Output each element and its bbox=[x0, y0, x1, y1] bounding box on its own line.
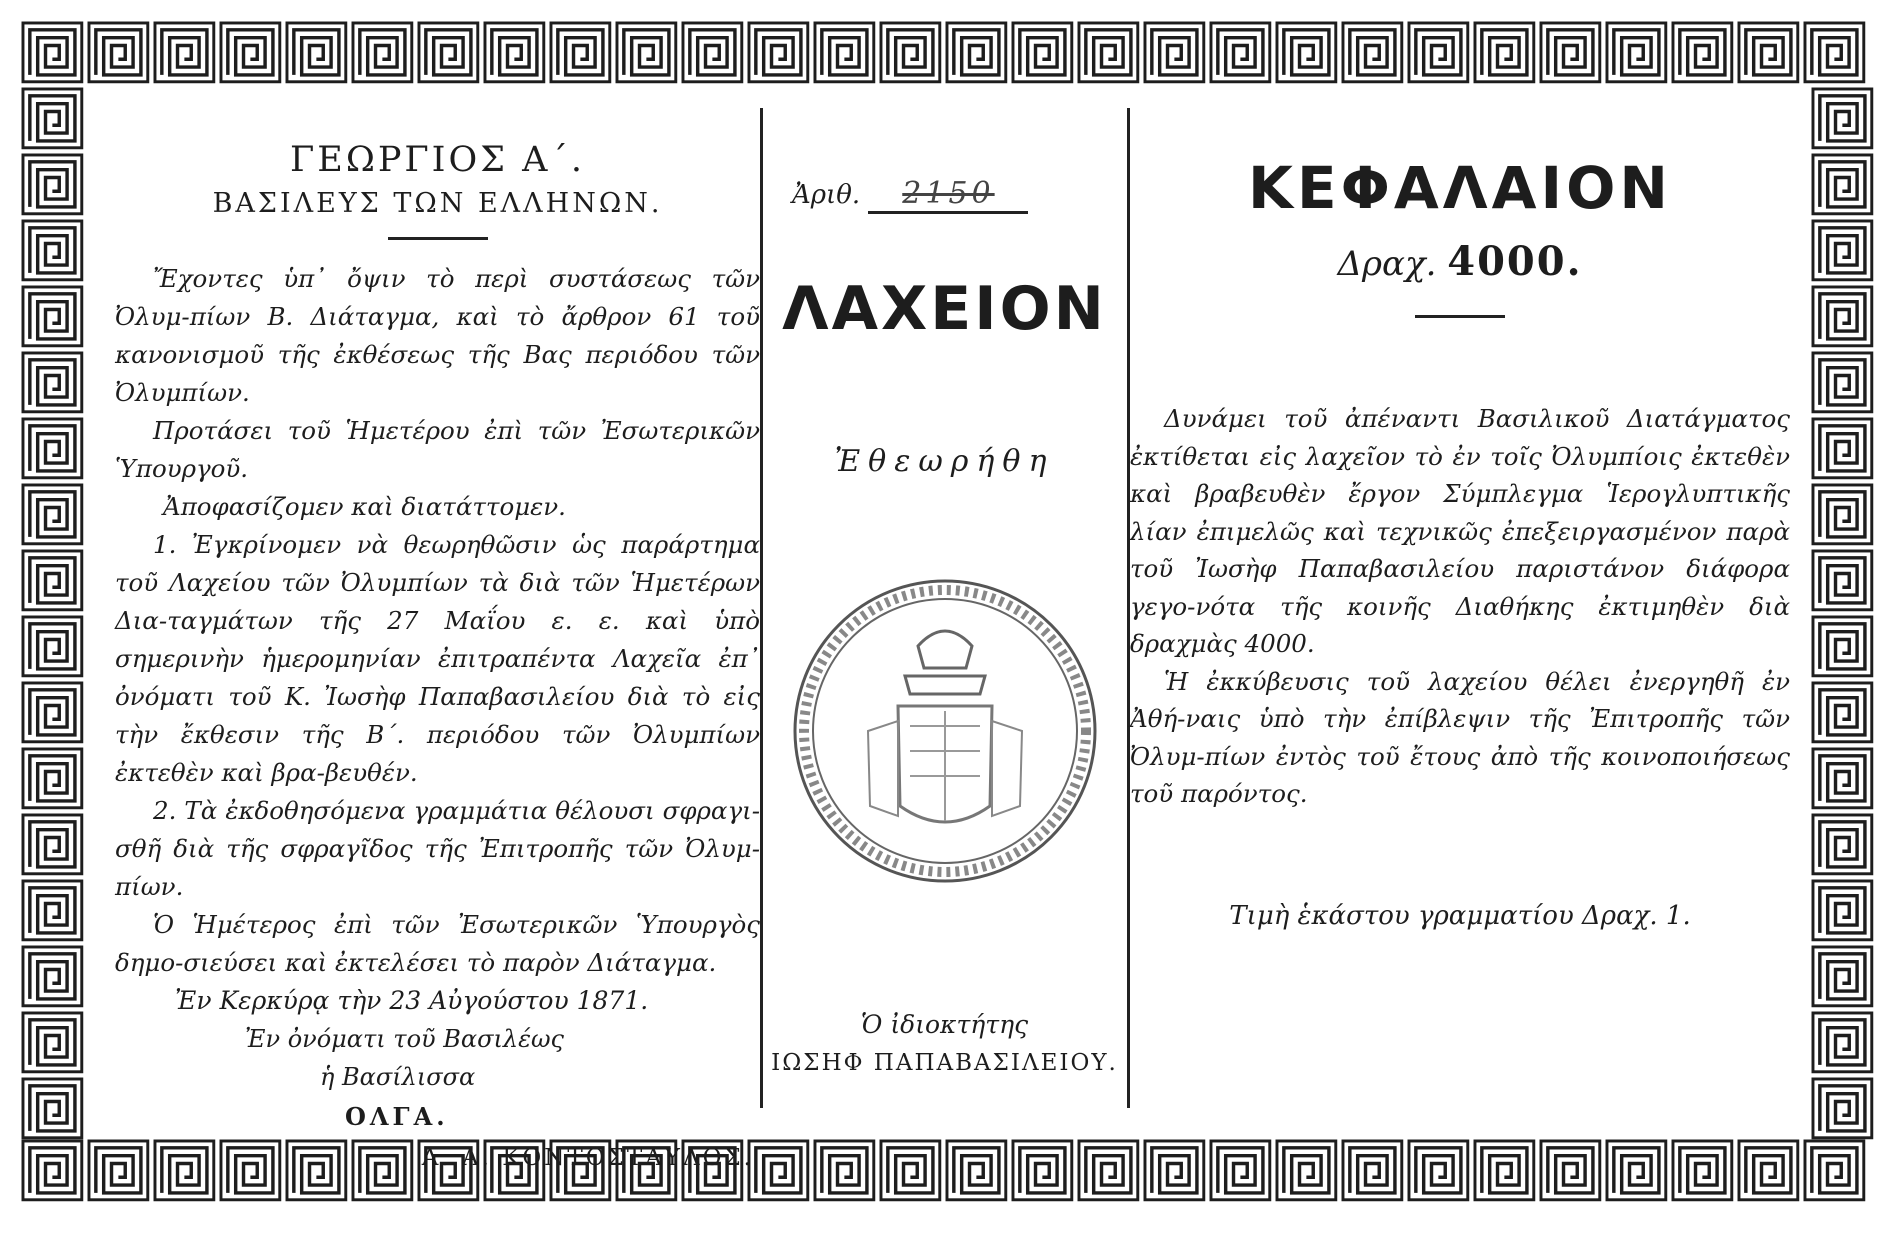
amount-value: 4000. bbox=[1447, 238, 1583, 285]
meander-tile bbox=[749, 23, 808, 82]
meander-tile bbox=[1343, 23, 1402, 82]
meander-tile bbox=[23, 353, 82, 412]
capital-body bbox=[1130, 400, 1790, 813]
ticket-number-line bbox=[792, 176, 1127, 214]
meander-tile bbox=[1813, 1013, 1872, 1072]
owner-label: Ὁ ἰδιοκτήτης bbox=[860, 1010, 1029, 1039]
sign-olga: ΟΛΓΑ. bbox=[345, 1102, 449, 1131]
meander-tile bbox=[23, 23, 82, 82]
meander-tile bbox=[815, 1141, 874, 1200]
meander-tile bbox=[1813, 419, 1872, 478]
meander-tile bbox=[1813, 749, 1872, 808]
meander-tile bbox=[353, 23, 412, 82]
meander-tile bbox=[1739, 23, 1798, 82]
meander-tile bbox=[881, 23, 940, 82]
decree-subtitle: ΒΑΣΙΛΕΥΣ ΤΩΝ ΕΛΛΗΝΩΝ. bbox=[212, 188, 663, 219]
meander-tile bbox=[23, 551, 82, 610]
meander-tile bbox=[683, 23, 742, 82]
decree-paragraph: Ἀποφασίζομεν καὶ διατάττομεν. bbox=[163, 492, 566, 521]
meander-tile bbox=[1813, 881, 1872, 940]
capital-amount bbox=[1130, 238, 1790, 285]
meander-tile bbox=[1813, 815, 1872, 874]
meander-tile bbox=[1079, 23, 1138, 82]
lottery-title: ΛΑΧΕΙΟΝ bbox=[782, 274, 1107, 344]
meander-tile bbox=[1475, 23, 1534, 82]
meander-tile bbox=[1277, 23, 1336, 82]
meander-tile bbox=[1813, 1079, 1872, 1138]
meander-tile bbox=[1409, 1141, 1468, 1200]
decree-paragraph: Προτάσει τοῦ Ἡμετέρου ἐπὶ τῶν Ἐσωτερικῶν Ὑπουργοῦ. bbox=[115, 416, 760, 483]
meander-tile bbox=[23, 485, 82, 544]
ticket-number: 2150 bbox=[868, 176, 1028, 214]
meander-tile bbox=[1211, 1141, 1270, 1200]
meander-tile bbox=[1145, 1141, 1204, 1200]
capital-paragraph: Ἡ ἐκκύβευσις τοῦ λαχείου θέλει ἐνεργηθῆ ἐν Ἀθή-ναις ὑπὸ τὴν ἐπίβλεψιν τῆς Ἐπιτροπῆς τῶν Ὀλυμ-πίων ἐντὸς τοῦ ἔτους ἀπὸ τῆς κοινοποιήσεως τοῦ παρόντος. bbox=[1130, 666, 1790, 808]
decree-paragraph: Ὁ Ἡμέτερος ἐπὶ τῶν Ἐσωτερικῶν Ὑπουργὸς δημο-σιεύσει καὶ ἐκτελέσει τὸ παρὸν Διάταγμα. bbox=[115, 910, 760, 977]
meander-tile bbox=[1813, 485, 1872, 544]
meander-tile bbox=[551, 23, 610, 82]
meander-tile bbox=[23, 947, 82, 1006]
meander-tile bbox=[1813, 617, 1872, 676]
meander-tile bbox=[419, 23, 478, 82]
meander-tile bbox=[1145, 23, 1204, 82]
decree-paragraph: 1. Ἐγκρίνομεν νὰ θεωρηθῶσιν ὡς παράρτημα τοῦ Λαχείου τῶν Ὀλυμπίων τὰ διὰ τῶν Ἡμετέρων Δια-ταγμάτων τῆς 27 Μαΐου ε. ε. καὶ ὑπὸ σημερινὴν ἡμερομηνίαν ἐπιτραπέντα Λαχεῖα ἐπ᾽ ὀνόματι τοῦ Κ. Ἰωσὴφ Παπαβασιλείου διὰ τὸ εἰς τὴν ἔκθεσιν τῆς Β΄. περιόδου τῶν Ὀλυμπίων ἐκτεθὲν καὶ βρα-βευθέν. bbox=[115, 530, 760, 787]
meander-tile bbox=[155, 23, 214, 82]
meander-tile bbox=[23, 287, 82, 346]
meander-tile bbox=[485, 23, 544, 82]
meander-tile bbox=[1211, 23, 1270, 82]
capital-panel bbox=[1130, 118, 1790, 1100]
decree-body bbox=[115, 260, 760, 982]
owner-name: ΙΩΣΗΦ ΠΑΠΑΒΑΣΙΛΕΙΟΥ. bbox=[771, 1050, 1118, 1076]
ticket-price: Τιμὴ ἑκάστου γραμματίου Δραχ. 1. bbox=[1229, 900, 1691, 931]
meander-tile bbox=[815, 23, 874, 82]
meander-tile bbox=[1079, 1141, 1138, 1200]
sign-queen: ἡ Βασίλισσα bbox=[320, 1063, 476, 1091]
meander-tile bbox=[23, 221, 82, 280]
meander-tile bbox=[23, 1141, 82, 1200]
decree-paragraph: 2. Τὰ ἐκδοθησόμενα γραμμάτια θέλουσι σφραγι-σθῆ διὰ τῆς σφραγῖδος τῆς Ἐπιτροπῆς τῶν Ὀλυμ-πίων. bbox=[115, 796, 760, 901]
royal-decree-panel bbox=[115, 118, 760, 1171]
meander-tile bbox=[23, 1013, 82, 1072]
meander-tile bbox=[23, 155, 82, 214]
meander-tile bbox=[1475, 1141, 1534, 1200]
meander-tile bbox=[1813, 551, 1872, 610]
capital-title: ΚΕΦΑΛΑΙΟΝ bbox=[1248, 154, 1672, 222]
meander-tile bbox=[1739, 1141, 1798, 1200]
capital-paragraph: Δυνάμει τοῦ ἀπέναντι Βασιλικοῦ Διατάγματος ἐκτίθεται εἰς λαχεῖον τὸ ἐν τοῖς Ὀλυμπίοις ἐκτεθὲν καὶ βραβευθὲν ἔργον Σύμπλεγμα Ἱερογλυπτικῆς λίαν ἐπιμελῶς καὶ τεχνικῶς ἐπεξειργασμένον παρὰ τοῦ Ἰωσὴφ Παπαβασιλείου παριστάνον διάφορα γεγο-νότα τῆς κοινῆς Διαθήκης ἐκτιμηθὲν διὰ δραχμὰς 4000. bbox=[1130, 404, 1790, 658]
meander-tile bbox=[221, 23, 280, 82]
meander-tile bbox=[1813, 947, 1872, 1006]
title-rule bbox=[388, 237, 488, 240]
decree-title: ΓΕΩΡΓΙΟΣ Α΄. bbox=[290, 140, 585, 180]
meander-tile bbox=[23, 617, 82, 676]
meander-tile bbox=[1813, 287, 1872, 346]
committee-seal bbox=[790, 576, 1100, 886]
meander-tile bbox=[1013, 1141, 1072, 1200]
meander-tile bbox=[1541, 1141, 1600, 1200]
number-label: Ἀριθ. bbox=[792, 180, 861, 210]
sign-in-name-of-king: Ἐν ὀνόματι τοῦ Βασιλέως bbox=[245, 1025, 564, 1053]
lottery-stub-panel bbox=[762, 118, 1127, 1100]
meander-tile bbox=[23, 683, 82, 742]
meander-tile bbox=[1813, 89, 1872, 148]
meander-tile bbox=[23, 419, 82, 478]
meander-tile bbox=[1805, 1141, 1864, 1200]
meander-tile bbox=[1541, 23, 1600, 82]
meander-tile bbox=[1607, 23, 1666, 82]
meander-tile bbox=[947, 1141, 1006, 1200]
meander-tile bbox=[89, 23, 148, 82]
meander-tile bbox=[1805, 23, 1864, 82]
meander-tile bbox=[617, 23, 676, 82]
meander-tile bbox=[881, 1141, 940, 1200]
meander-tile bbox=[1673, 1141, 1732, 1200]
meander-tile bbox=[23, 1079, 82, 1138]
meander-tile bbox=[23, 815, 82, 874]
meander-tile bbox=[23, 881, 82, 940]
meander-tile bbox=[947, 23, 1006, 82]
meander-tile bbox=[1607, 1141, 1666, 1200]
approved-stamp-text: Ἐθεωρήθη bbox=[834, 444, 1055, 479]
meander-tile bbox=[1813, 353, 1872, 412]
meander-tile bbox=[1813, 155, 1872, 214]
meander-tile bbox=[1813, 221, 1872, 280]
meander-tile bbox=[287, 23, 346, 82]
meander-tile bbox=[1013, 23, 1072, 82]
meander-tile bbox=[1343, 1141, 1402, 1200]
decree-date: Ἐν Κερκύρᾳ τὴν 23 Αὐγούστου 1871. bbox=[175, 986, 649, 1015]
meander-tile bbox=[23, 749, 82, 808]
meander-tile bbox=[1277, 1141, 1336, 1200]
amount-rule bbox=[1415, 315, 1505, 318]
meander-tile bbox=[1409, 23, 1468, 82]
meander-tile bbox=[23, 89, 82, 148]
amount-label: Δραχ. bbox=[1337, 244, 1437, 284]
meander-tile bbox=[1813, 683, 1872, 742]
minister-signature: Α. Α. ΚΟΝΤΟΣΤΑΥΛΟΣ. bbox=[421, 1145, 754, 1171]
meander-tile bbox=[1673, 23, 1732, 82]
decree-paragraph: Ἔχοντες ὑπ᾽ ὄψιν τὸ περὶ συστάσεως τῶν Ὀλυμ-πίων Β. Διάταγμα, καὶ τὸ ἄρθρον 61 τοῦ κανονισμοῦ τῆς ἐκθέσεως τῆς Βας περιόδου τῶν Ὀλυμπίων. bbox=[115, 264, 760, 407]
